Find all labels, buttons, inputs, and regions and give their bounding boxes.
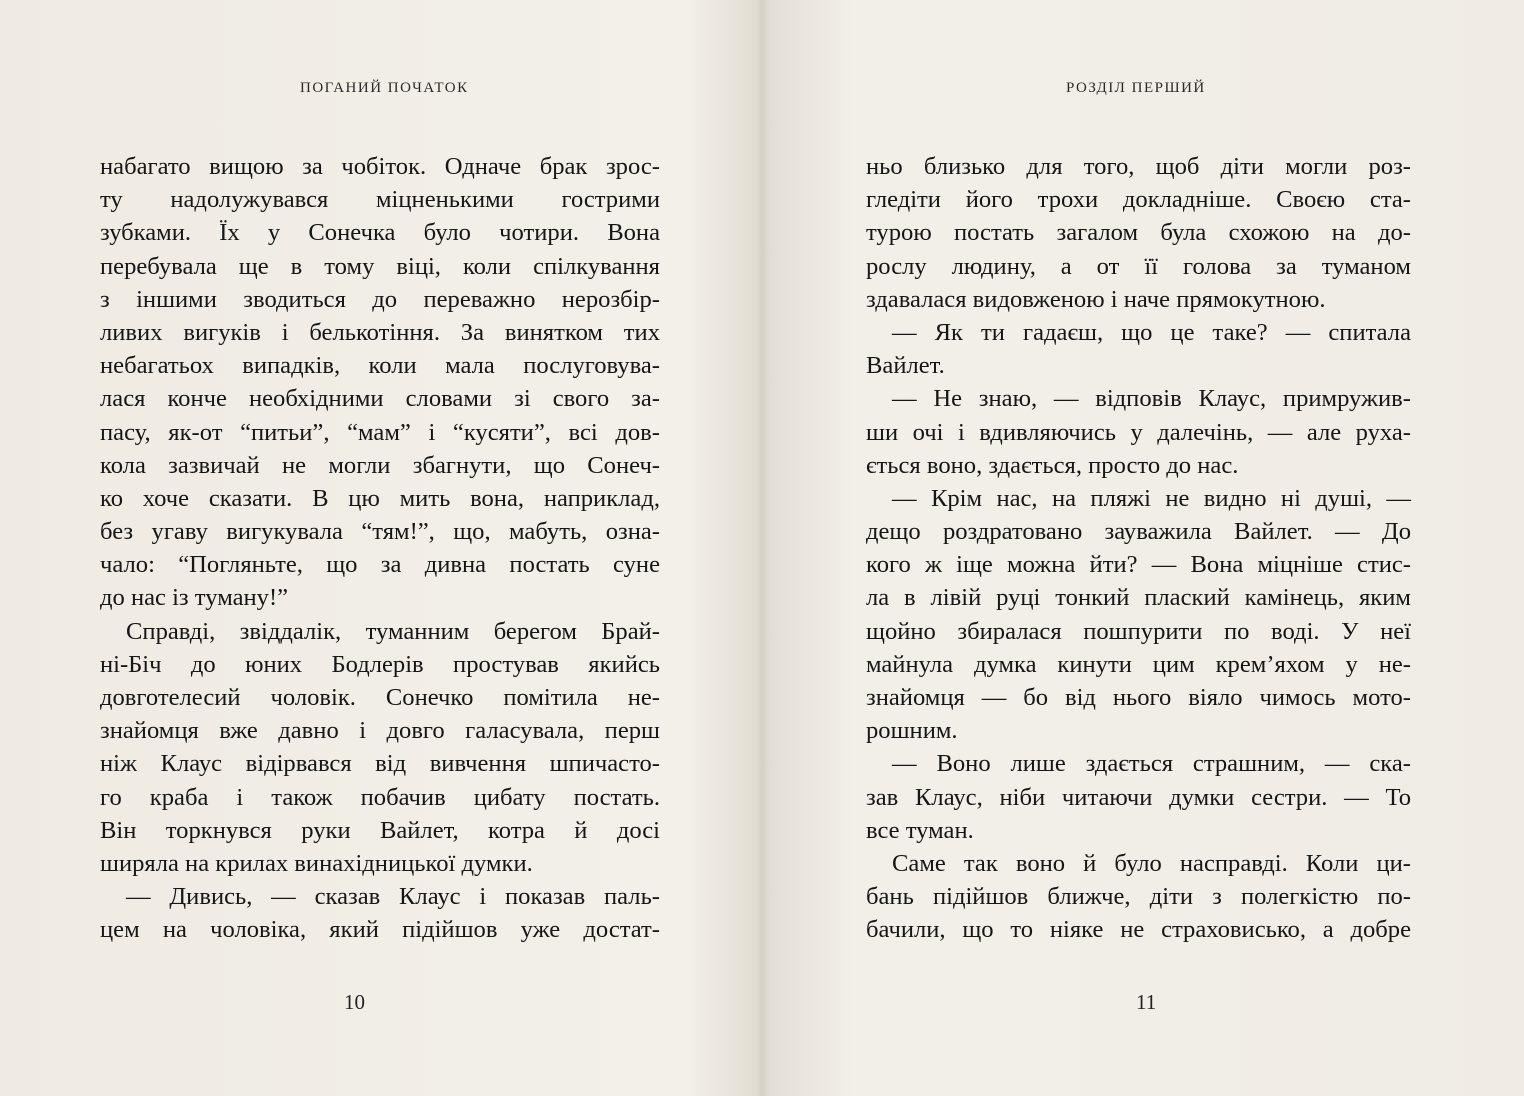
text-line: рослу людину, а от її голова за туманом — [866, 252, 1411, 280]
page-number: 10 — [344, 990, 365, 1014]
text-line: Справді, звіддалік, туманним берегом Брай- — [126, 617, 660, 645]
text-line: перебувала ще в тому віці, коли спілкування — [100, 252, 660, 280]
text-line: ши очі і вдивляючись у далечінь, — але руха- — [866, 418, 1411, 446]
text-line: — Дивись, — сказав Клаус і показав паль- — [126, 883, 660, 911]
text-line: ширяла на крилах винахідницької думки. — [100, 849, 533, 877]
text-line: щойно збиралася пошпурити по воді. У неї — [866, 617, 1411, 645]
text-line: — Не знаю, — відповів Клаус, примружив- — [892, 385, 1411, 413]
text-line: ливих вигуків і белькотіння. За винятком тих — [100, 318, 660, 346]
text-line: — Крім нас, на пляжі не видно ні душі, — — [892, 484, 1411, 512]
text-line: цем на чоловіка, який підійшов уже достат- — [100, 916, 660, 944]
text-line: дещо роздратовано зауважила Вайлет. — До — [866, 518, 1411, 546]
text-line: бань підійшов ближче, діти з полегкістю по- — [866, 883, 1411, 911]
text-line: пасу, як-от “питьи”, “мам” і “кусяти”, всі дов- — [100, 418, 660, 446]
text-line: — Воно лише здається страшним, — ска- — [892, 750, 1411, 778]
text-line: без угаву вигукувала “тям!”, що, мабуть, озна- — [100, 518, 660, 546]
text-line: з іншими зводиться до переважно нерозбір- — [100, 285, 660, 313]
text-line: рошним. — [866, 717, 958, 745]
text-line: майнула думка кинути цим крем’яхом у не- — [866, 650, 1411, 678]
text-line: Саме так воно й було насправді. Коли ци- — [892, 849, 1411, 877]
text-line: ту надолужувався міцненькими гострими — [100, 186, 660, 214]
text-line: зубками. Їх у Сонечка було чотири. Вона — [100, 219, 660, 247]
text-line: до нас із туману!” — [100, 584, 289, 612]
page-number: 11 — [1136, 990, 1157, 1014]
text-line: здавалася видовженою і наче прямокутною. — [866, 285, 1326, 313]
text-line: довготелесий чоловік. Сонечко помітила не- — [100, 684, 660, 711]
text-line: ла в лівій руці тонкий плаский камінець, яким — [866, 584, 1411, 612]
text-line: турою постать загалом була схожою на до- — [866, 219, 1411, 247]
text-line: Вайлет. — [866, 352, 945, 380]
text-line: ніж Клаус відірвався від вивчення шпичасто- — [100, 750, 660, 778]
text-line: небагатьох випадків, коли мала послуговува- — [100, 352, 660, 380]
text-line: ється воно, здається, просто до нас. — [866, 451, 1239, 479]
text-line: Він торкнувся руки Вайлет, котра й досі — [100, 816, 660, 844]
text-line: ні-Біч до юних Бодлерів простував якийсь — [100, 650, 660, 678]
text-line: зав Клаус, ніби читаючи думки сестри. — То — [866, 783, 1411, 811]
text-line: лася конче необхідними словами зі свого за- — [100, 385, 660, 413]
text-line: знайомця вже давно і довго галасувала, перш — [100, 717, 660, 745]
left-page — [0, 0, 760, 1096]
body-text — [100, 150, 660, 947]
running-head: РОЗДІЛ ПЕРШИЙ — [1066, 80, 1206, 96]
text-line: ньо близько для того, щоб діти могли роз- — [866, 153, 1411, 180]
text-line: кола зазвичай не могли збагнути, що Сонеч- — [100, 451, 660, 479]
text-line: все туман. — [866, 816, 974, 844]
running-head: ПОГАНИЙ ПОЧАТОК — [300, 80, 469, 96]
text-line: — Як ти гадаєш, що це таке? — спитала — [892, 318, 1411, 346]
text-line: чало: “Погляньте, що за дивна постать суне — [100, 551, 660, 579]
body-text — [866, 150, 1411, 947]
text-line: ко хоче сказати. В цю мить вона, наприклад, — [100, 484, 660, 512]
text-line: го краба і також побачив цибату постать. — [100, 783, 660, 811]
right-page — [764, 0, 1524, 1096]
text-line: знайомця — бо від нього віяло чимось мото- — [866, 684, 1411, 711]
text-line: гледіти його трохи докладніше. Своєю ста- — [866, 186, 1411, 214]
text-line: бачили, що то ніяке не страховисько, а добре — [866, 916, 1411, 944]
text-line: набагато вищою за чобіток. Одначе брак зрос- — [100, 153, 660, 180]
text-line: кого ж іще можна йти? — Вона міцніше стис- — [866, 551, 1411, 579]
